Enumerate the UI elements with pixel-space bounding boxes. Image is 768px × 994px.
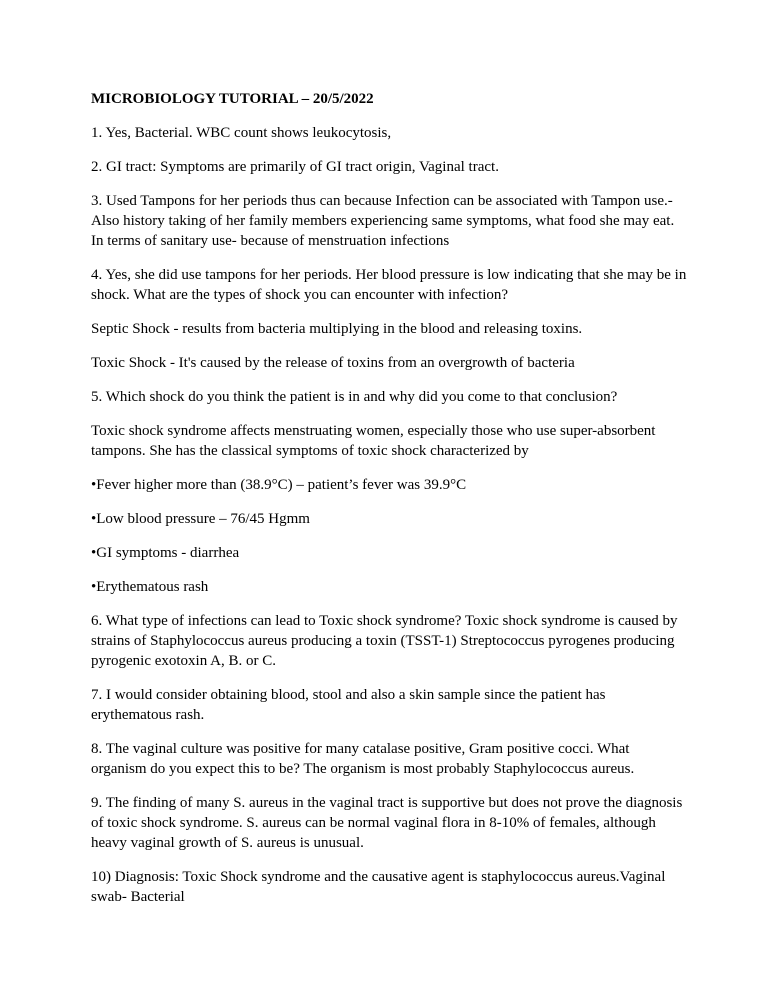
symptom-bullet-fever: •Fever higher more than (38.9°C) – patient’s fever was 39.9°C — [91, 477, 467, 493]
toxic-shock-explanation: Toxic shock syndrome affects menstruating women, especially those who use super-absorbent tampons. She has the classical symptoms of toxic shock characterized by — [91, 423, 656, 459]
paragraph-3: 3. Used Tampons for her periods thus can because Infection can be associated with Tampon use.- Also history taking of her family members experiencing same symptoms, what food she may eat. In terms of sanitary use- because of menstruation infections — [91, 193, 675, 249]
paragraph-7: 7. I would consider obtaining blood, stool and also a skin sample since the patient has erythematous rash. — [91, 687, 606, 723]
paragraph-10: 10) Diagnosis: Toxic Shock syndrome and the causative agent is staphylococcus aureus.Vaginal swab- Bacterial — [91, 869, 666, 905]
paragraph-6: 6. What type of infections can lead to Toxic shock syndrome? Toxic shock syndrome is caused by strains of Staphylococcus aureus producing a toxin (TSST-1) Streptococcus pyrogenes producing pyrogenic exotoxin A, B. or C. — [91, 613, 678, 669]
paragraph-5: 5. Which shock do you think the patient is in and why did you come to that conclusion? — [91, 389, 618, 405]
document-page — [91, 89, 687, 921]
paragraph-4: 4. Yes, she did use tampons for her periods. Her blood pressure is low indicating that she may be in shock. What are the types of shock you can encounter with infection? — [91, 267, 687, 303]
document-title: MICROBIOLOGY TUTORIAL – 20/5/2022 — [91, 91, 374, 107]
toxic-shock-definition: Toxic Shock - It's caused by the release of toxins from an overgrowth of bacteria — [91, 355, 575, 371]
paragraph-1: 1. Yes, Bacterial. WBC count shows leukocytosis, — [91, 125, 392, 141]
paragraph-2: 2. GI tract: Symptoms are primarily of GI tract origin, Vaginal tract. — [91, 159, 499, 175]
symptom-bullet-gi: •GI symptoms - diarrhea — [91, 545, 240, 561]
paragraph-8: 8. The vaginal culture was positive for many catalase positive, Gram positive cocci. What organism do you expect this to be? The organism is most probably Staphylococcus aureus. — [91, 741, 635, 777]
septic-shock-definition: Septic Shock - results from bacteria multiplying in the blood and releasing toxins. — [91, 321, 583, 337]
symptom-bullet-blood-pressure: •Low blood pressure – 76/45 Hgmm — [91, 511, 310, 527]
paragraph-9: 9. The finding of many S. aureus in the vaginal tract is supportive but does not prove the diagnosis of toxic shock syndrome. S. aureus can be normal vaginal flora in 8-10% of females, although heavy vaginal growth of S. aureus is unusual. — [91, 795, 683, 851]
symptom-bullet-rash: •Erythematous rash — [91, 579, 209, 595]
